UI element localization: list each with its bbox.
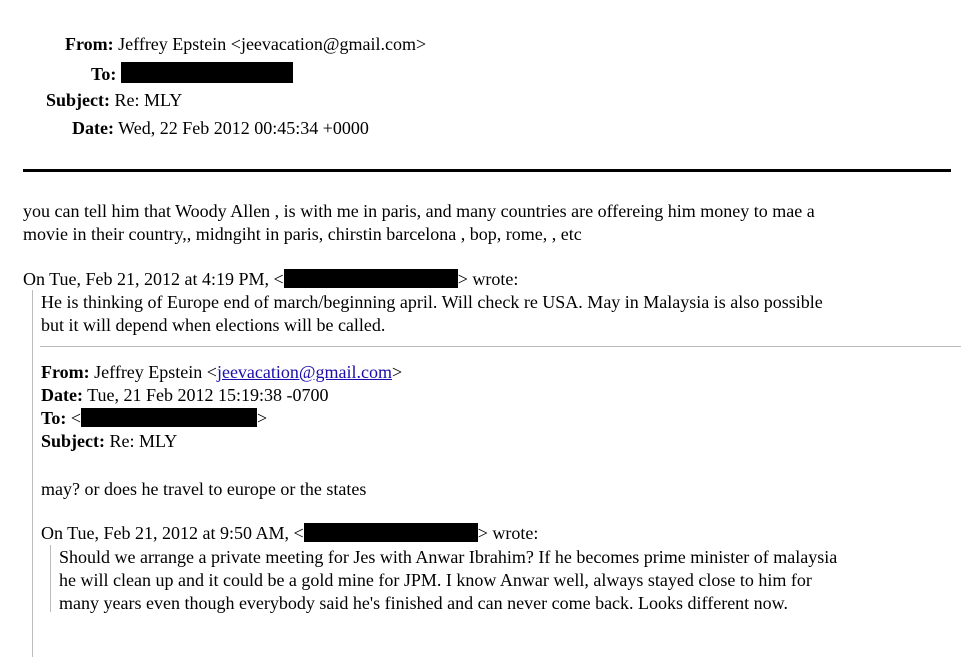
fwd-subject [41, 431, 177, 452]
fwd-from-close: > [391, 362, 403, 382]
body-line: movie in their country,, midngiht in paris, chirstin barcelona , bop, rome, , etc [23, 224, 582, 244]
fwd-from-label: From: [41, 362, 90, 382]
redaction-bar [81, 408, 257, 427]
from-value: Jeffrey Epstein <jeevacation@gmail.com> [118, 34, 427, 54]
header-to [91, 62, 293, 85]
attribution-suffix: > wrote: [457, 269, 519, 289]
quote-line: he will clean up and it could be a gold mine for JPM. I know Anwar well, always stayed close to him for [59, 570, 812, 590]
quote-bar [50, 545, 51, 612]
quote-line: Should we arrange a private meeting for Jes with Anwar Ibrahim? If he becomes prime minister of malaysia [59, 547, 838, 567]
header-divider [23, 169, 951, 172]
fwd-to [41, 408, 267, 429]
date-label: Date: [72, 118, 114, 138]
date-value: Wed, 22 Feb 2012 00:45:34 +0000 [118, 118, 369, 138]
header-from [65, 34, 426, 55]
email-link[interactable]: jeevacation@gmail.com [216, 362, 392, 382]
fwd-to-close: > [257, 408, 268, 428]
redaction-bar [304, 523, 478, 542]
attribution-prefix: On Tue, Feb 21, 2012 at 9:50 AM, < [41, 523, 304, 543]
fwd-to-label: To: [41, 408, 67, 428]
fwd-date [41, 385, 329, 406]
quote-attribution [23, 269, 518, 290]
from-label: From: [65, 34, 114, 54]
quote-line: but it will depend when elections will be called. [41, 315, 386, 335]
body-line: you can tell him that Woody Allen , is with me in paris, and many countries are offereing him money to mae a [23, 201, 815, 221]
quote-bar [32, 290, 33, 657]
header-subject [46, 90, 182, 111]
fwd-from-name: Jeffrey Epstein < [94, 362, 217, 382]
forward-separator [40, 346, 961, 347]
to-label: To: [91, 64, 117, 84]
fwd-subject-value: Re: MLY [109, 431, 178, 451]
attribution-suffix: > wrote: [477, 523, 539, 543]
fwd-date-value: Tue, 21 Feb 2012 15:19:38 -0700 [87, 385, 329, 405]
attribution-prefix: On Tue, Feb 21, 2012 at 4:19 PM, < [23, 269, 284, 289]
redaction-bar [284, 269, 458, 288]
fwd-from [41, 362, 402, 383]
fwd-to-open: < [70, 408, 82, 428]
subject-value: Re: MLY [114, 90, 183, 110]
fwd-body: may? or does he travel to europe or the states [41, 479, 367, 499]
quote-line: many years even though everybody said he's finished and can never come back. Looks different now. [59, 593, 789, 613]
subject-label: Subject: [46, 90, 110, 110]
header-date [72, 118, 369, 139]
fwd-subject-label: Subject: [41, 431, 105, 451]
fwd-date-label: Date: [41, 385, 83, 405]
redaction-bar [121, 62, 293, 83]
quote-attribution [41, 523, 538, 544]
quote-line: He is thinking of Europe end of march/beginning april. Will check re USA. May in Malaysia is also possible [41, 292, 823, 312]
